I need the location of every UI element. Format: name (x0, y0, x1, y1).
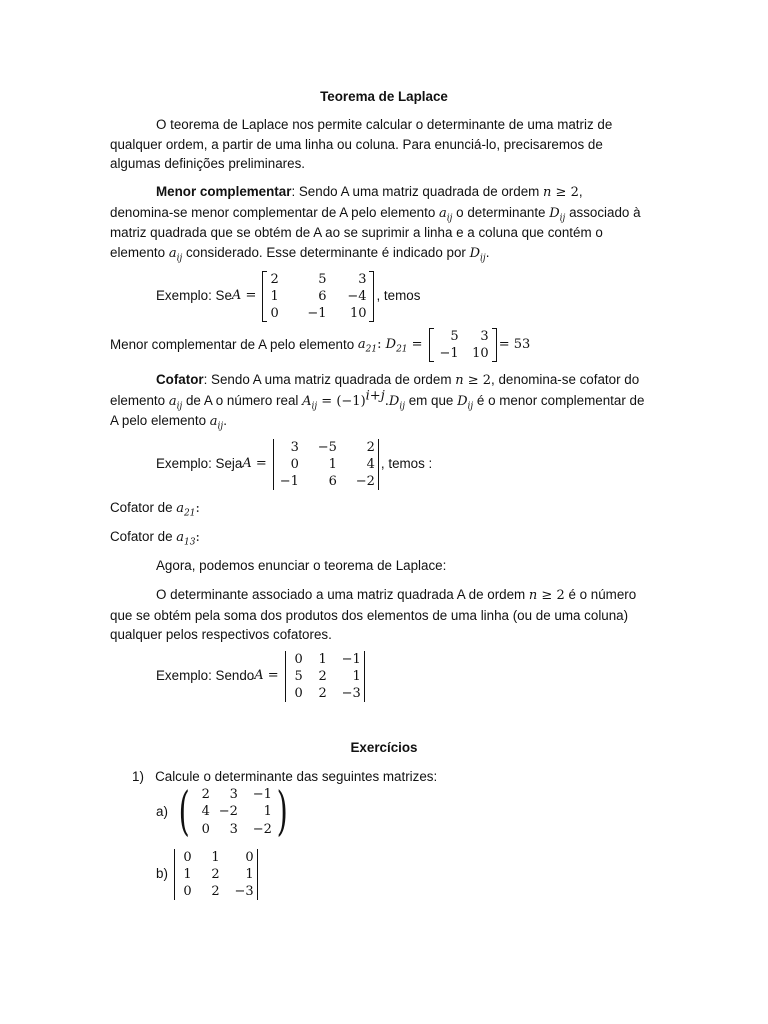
cofator-paragraph: Cofator: Sendo A uma matriz quadrada de ordem n ≥ 2, denomina-se cofator do elemento $a_{ij}$ de A o número real $A_{ij} = (-1)^{i+j}.D_{ij}$ em que $D_{ij}$ é o menor complementar de A pelo elemento $a_{ij}$. (110, 372, 645, 432)
matrix-example-1: 2 5 3 1 6 −4 0 −1 10 (262, 271, 374, 322)
example-1: Exemplo: Se A = 2 5 3 1 6 −4 0 −1 10 , temos (156, 271, 421, 321)
matrix-example-3: 0 1 −1 5 2 1 0 2 −3 (285, 651, 365, 702)
menor-text-1: : Sendo A uma matriz quadrada de ordem (291, 184, 544, 199)
intro-paragraph: O teorema de Laplace nos permite calcular o determinante de uma matriz de qualquer ordem, a partir de uma linha ou coluna. Para enunciá-lo, precisaremos de algumas definições preliminares. (110, 117, 613, 171)
cofator-13-line: Cofator de $a_{13}$: (110, 529, 200, 548)
cofator-term: Cofator (156, 372, 204, 387)
menor-text-3: o determinante (452, 204, 550, 220)
page-title: Teorema de Laplace (320, 89, 448, 104)
exercise-1b: b) 0 1 0 1 2 1 0 2 −3 (156, 848, 260, 900)
matrix-menor-21: 5 3 −1 10 (429, 328, 497, 362)
menor-complementar-example: Menor complementar de A pelo elemento $a_{21}$ : $D_{21}$ = 5 3 −1 10 = 53 (110, 329, 531, 361)
menor-text-6: . (485, 244, 490, 260)
agora-line: Agora, podemos enunciar o teorema de Laplace: (156, 558, 447, 573)
menor-term: Menor complementar (156, 184, 292, 199)
cofator-21-line: Cofator de $a_{21}$: (110, 500, 200, 519)
matrix-example-2: 3 −5 2 0 1 4 −1 6 −2 (273, 439, 379, 490)
theorem-paragraph: O determinante associado a uma matriz quadrada A de ordem n ≥ 2 é o número que se obtém pela soma dos produtos dos elementos de uma linha (ou de uma coluna) qualquer pelos respectivos cofatores. (110, 587, 637, 642)
matrix-exercise-b: 0 1 0 1 2 1 0 2 −3 (174, 849, 258, 900)
exercise-1: 1) Calcule o determinante das seguintes matrizes: (132, 769, 438, 784)
menor-text-2: , denomina-se menor complementar de A pelo elemento (110, 184, 583, 220)
menor-text-4: associado à matriz quadrada que se obtém de A ao se suprimir a linha e a coluna que contém o elemento (110, 204, 641, 260)
math-n-ge-2: n (543, 185, 552, 200)
example-2: Exemplo: Seja A = 3 −5 2 0 1 4 −1 6 −2 , temos : (156, 439, 433, 489)
exercise-1a: a) ( 2 3 −1 4 −2 1 0 3 −2 ) (156, 786, 294, 838)
matrix-exercise-a: ( 2 3 −1 4 −2 1 0 3 −2 ) (178, 782, 288, 842)
exercicios-title: Exercícios (350, 740, 418, 755)
example-3: Exemplo: Sendo A = 0 1 −1 5 2 1 0 2 −3 (156, 650, 367, 702)
menor-complementar-paragraph: Menor complementar: Sendo A uma matriz quadrada de ordem n ≥ 2, denomina-se menor complementar de A pelo elemento $a_{ij}$ o determinante $D_{ij}$ associado à matriz quadrada que se obtém de A ao se suprimir a linha e a coluna que contém o elemento $a_{ij}$ considerado. Esse determinante é indicado por $D_{ij}$. (110, 184, 641, 264)
menor-text-5: considerado. Esse determinante é indicado por (182, 244, 470, 260)
